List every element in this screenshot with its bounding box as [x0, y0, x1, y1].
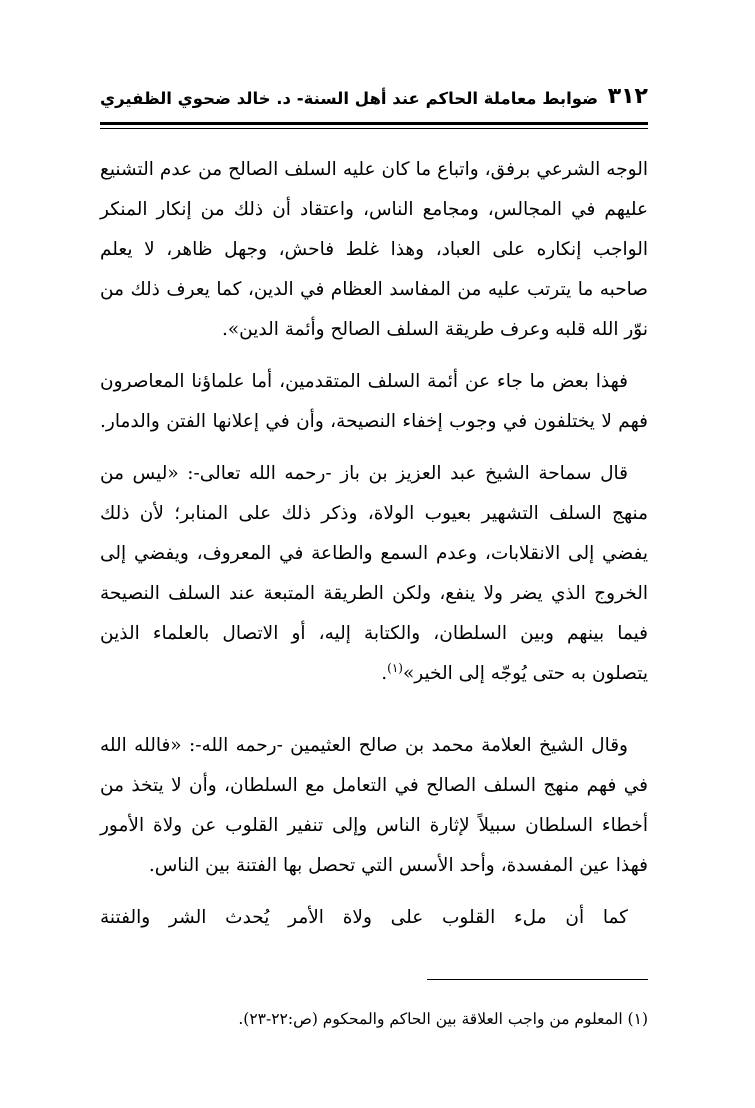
- text-line: عليهم في المجالس، ومجامع الناس، واعتقاد أن ذلك من إنكار المنكر: [100, 199, 648, 220]
- text-line: الخروج الذي يضر ولا ينفع، ولكن الطريقة المتبعة عند السلف النصيحة: [100, 583, 648, 604]
- footnote-reference: (١): [387, 660, 403, 675]
- text-line: يفضي إلى الانقلابات، وعدم السمع والطاعة في المعروف، ويفضي إلى: [100, 543, 648, 564]
- text-line: قال سماحة الشيخ عبد العزيز بن باز -رحمه الله تعالى-: «ليس من: [100, 463, 628, 484]
- header-rule-thick: [100, 122, 648, 125]
- text-line: نوّر الله قلبه وعرف طريقة السلف الصالح وأئمة الدين».: [221, 319, 648, 340]
- footnote: (١) المعلوم من واجب العلاقة بين الحاكم والمحكوم (ص:٢٢-٢٣).: [238, 1010, 648, 1028]
- footnote-separator: [427, 979, 648, 980]
- text-line: منهج السلف التشهير بعيوب الولاة، وذكر ذلك على المنابر؛ لأن ذلك: [100, 503, 648, 524]
- text-line: صاحبه ما يترتب عليه من المفاسد العظام في الدين، كما يعرف ذلك من: [100, 279, 648, 300]
- header-rule-thin: [100, 128, 648, 129]
- text-line: فهذا عين المفسدة، وأحد الأسس التي تحصل بها الفتنة بين الناس.: [148, 855, 648, 876]
- running-header: [100, 80, 648, 120]
- page-number: ٣١٢: [607, 84, 648, 109]
- text-segment: يتصلون به حتى يُوجّه إلى الخير»: [402, 663, 648, 684]
- text-line: الوجه الشرعي برفق، واتباع ما كان عليه السلف الصالح من عدم التشنيع: [100, 159, 648, 180]
- text-line: فهذا بعض ما جاء عن أئمة السلف المتقدمين، أما علماؤنا المعاصرون: [100, 371, 628, 392]
- sentence-end: .: [381, 663, 388, 684]
- text-line: الواجب إنكاره على العباد، وهذا غلط فاحش، وجهل ظاهر، لا يعلم: [100, 239, 648, 260]
- text-line: فهم لا يختلفون في وجوب إخفاء النصيحة، وأن في إعلانها الفتن والدمار.: [100, 411, 648, 432]
- text-line-with-footnote: [100, 654, 648, 694]
- text-line: كما أن ملء القلوب على ولاة الأمر يُحدث الشر والفتنة: [100, 907, 628, 928]
- text-line: وقال الشيخ العلامة محمد بن صالح العثيمين -رحمه الله-: «فالله الله: [100, 735, 628, 756]
- text-line: في فهم منهج السلف الصالح في التعامل مع السلطان، وأن لا يتخذ من: [100, 775, 648, 796]
- running-title: ضوابط معاملة الحاكم عند أهل السنة- د. خالد ضحوي الظفيري: [100, 89, 599, 108]
- text-line: أخطاء السلطان سبيلاً لإثارة الناس وإلى تنفير القلوب عن ولاة الأمور: [100, 815, 648, 836]
- text-line: فيما بينهم وبين السلطان، والكتابة إليه، أو الاتصال بالعلماء الذين: [100, 623, 648, 644]
